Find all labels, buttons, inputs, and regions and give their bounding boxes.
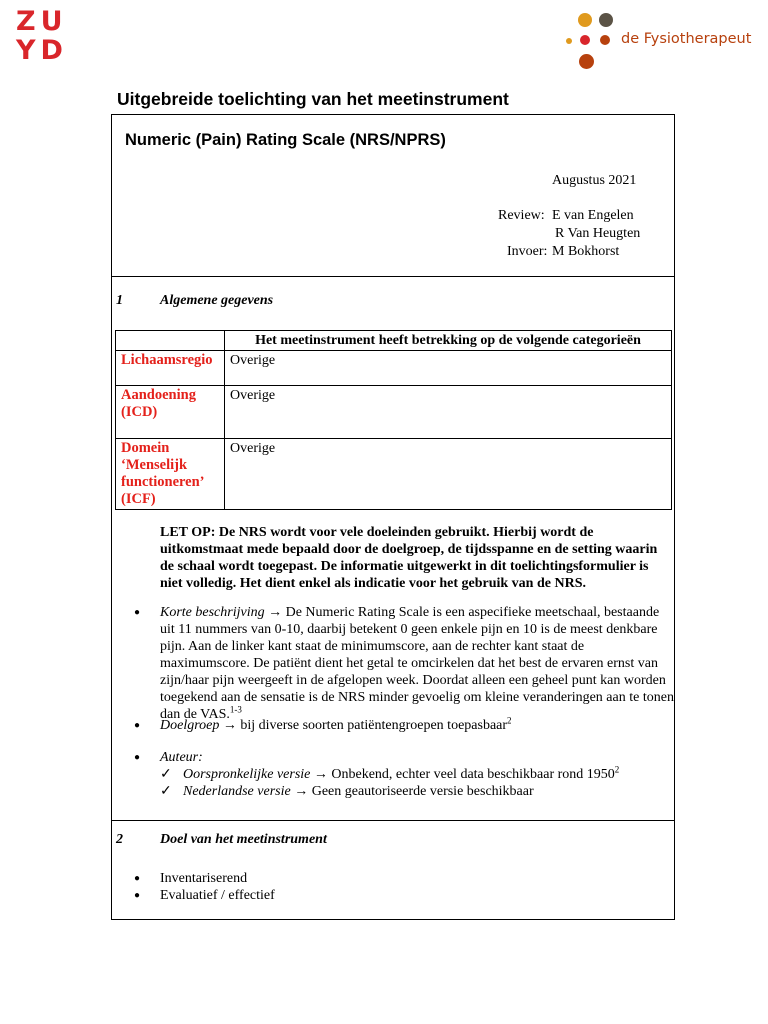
logo-dot bbox=[580, 35, 590, 45]
arrow-right-icon: → bbox=[313, 767, 328, 782]
table-header: Het meetinstrument heeft betrekking op de volgende categorieën bbox=[225, 331, 672, 351]
logo-dot bbox=[599, 13, 613, 27]
category-value: Overige bbox=[225, 386, 672, 439]
review-name-2: R Van Heugten bbox=[555, 226, 641, 241]
arrow-right-icon: → bbox=[294, 784, 309, 799]
doelgroep-reference: 2 bbox=[507, 715, 512, 726]
table-row bbox=[116, 351, 672, 386]
instrument-title: Numeric (Pain) Rating Scale (NRS/NPRS) bbox=[125, 131, 446, 149]
section-2-number: 2 bbox=[116, 832, 123, 847]
category-label: Domein ‘Menselijk functioneren’ (ICF) bbox=[116, 439, 225, 510]
list-item-auteur bbox=[134, 749, 674, 766]
zuyd-logo-line2: YD bbox=[16, 35, 68, 66]
korte-text: De Numeric Rating Scale is een aspecifieke meetschaal, bestaande uit 11 nummers van 0-10, daarbij betekent 0 geen enkele pijn en 10 is de meest denkbare pijn. Aan de linker kant staat de minimumscore, aan de rechter kant staat de maximumscore. De patiënt dient het getal te omcirkelen dat het best de ervaren ernst van zijn/haar pijn weergeeft in de afgelopen week. Doordat alleen een geheel punt kan worden toegekend aan de sensatie is de NRS minder gevoelig om kleine veranderingen aan te tonen dan de VAS. bbox=[160, 605, 674, 722]
korte-reference: 1-3 bbox=[229, 704, 242, 715]
document-heading: Uitgebreide toelichting van het meetinstrument bbox=[117, 89, 509, 109]
table-corner bbox=[116, 331, 225, 351]
fysiotherapeut-logo-text: de Fysiotherapeut bbox=[621, 31, 752, 47]
input-label: Invoer: bbox=[507, 244, 548, 259]
logo-dot bbox=[566, 38, 572, 44]
nederlands-label: Nederlandse versie bbox=[183, 784, 291, 799]
oorspronkelijk-reference: 2 bbox=[614, 764, 620, 775]
zuyd-logo bbox=[16, 8, 68, 66]
category-value: Overige bbox=[225, 439, 672, 510]
nederlands-text: Geen geautoriseerde versie beschikbaar bbox=[308, 784, 534, 799]
list-item bbox=[134, 887, 674, 904]
attention-note: LET OP: De NRS wordt voor vele doeleinden gebruikt. Hierbij wordt de uitkomstmaat mede bepaald door de doelgroep, de tijdsspanne en de setting waarin de schaal wordt toegepast. De informatie uitgewerkt in dit toelichtingsformulier is niet volledig. Het dient enkel als indicatie voor het gebruik van de NRS. bbox=[160, 525, 658, 591]
list-item-doelgroep bbox=[134, 717, 674, 734]
category-value: Overige bbox=[225, 351, 672, 386]
purpose-item: Evaluatief / effectief bbox=[160, 888, 275, 903]
logo-dot bbox=[600, 35, 610, 45]
review-name-1: E van Engelen bbox=[552, 208, 634, 223]
table-row bbox=[116, 386, 672, 439]
bullet-icon: ● bbox=[134, 720, 141, 731]
checkmark-icon: ✓ bbox=[160, 784, 172, 799]
review-label: Review: bbox=[498, 208, 545, 223]
arrow-right-icon: → bbox=[222, 718, 237, 733]
document-date: Augustus 2021 bbox=[552, 173, 637, 188]
oorspronkelijk-label: Oorspronkelijke versie bbox=[183, 767, 311, 782]
checkmark-icon: ✓ bbox=[160, 767, 172, 782]
category-label: Lichaamsregio bbox=[116, 351, 225, 386]
fysiotherapeut-logo-dots bbox=[566, 12, 616, 72]
divider bbox=[111, 820, 675, 821]
bullet-icon: ● bbox=[134, 873, 141, 884]
korte-label: Korte beschrijving bbox=[160, 605, 265, 620]
bullet-icon: ● bbox=[134, 752, 141, 763]
doelgroep-label: Doelgroep bbox=[160, 718, 220, 733]
purpose-item: Inventariserend bbox=[160, 871, 248, 886]
sub-item-nederlands bbox=[134, 783, 674, 800]
bullet-icon: ● bbox=[134, 890, 141, 901]
table-row bbox=[116, 439, 672, 510]
zuyd-logo-line1: ZU bbox=[16, 6, 68, 37]
auteur-label: Auteur: bbox=[160, 750, 203, 765]
oorspronkelijk-text: Onbekend, echter veel data beschikbaar rond 1950 bbox=[327, 767, 615, 782]
bullet-icon: ● bbox=[134, 607, 141, 618]
category-table bbox=[115, 330, 672, 510]
input-name: M Bokhorst bbox=[552, 244, 620, 259]
sub-item-oorspronkelijk bbox=[134, 766, 674, 783]
category-label: Aandoening (ICD) bbox=[116, 386, 225, 439]
section-2-title: Doel van het meetinstrument bbox=[160, 832, 327, 847]
section-1-title: Algemene gegevens bbox=[160, 293, 274, 308]
arrow-right-icon: → bbox=[268, 605, 283, 620]
section-1-number: 1 bbox=[116, 293, 123, 308]
list-item bbox=[134, 870, 674, 887]
doelgroep-text: bij diverse soorten patiëntengroepen toepasbaar bbox=[236, 718, 508, 733]
logo-dot bbox=[579, 54, 594, 69]
divider bbox=[111, 276, 675, 277]
logo-dot bbox=[578, 13, 592, 27]
